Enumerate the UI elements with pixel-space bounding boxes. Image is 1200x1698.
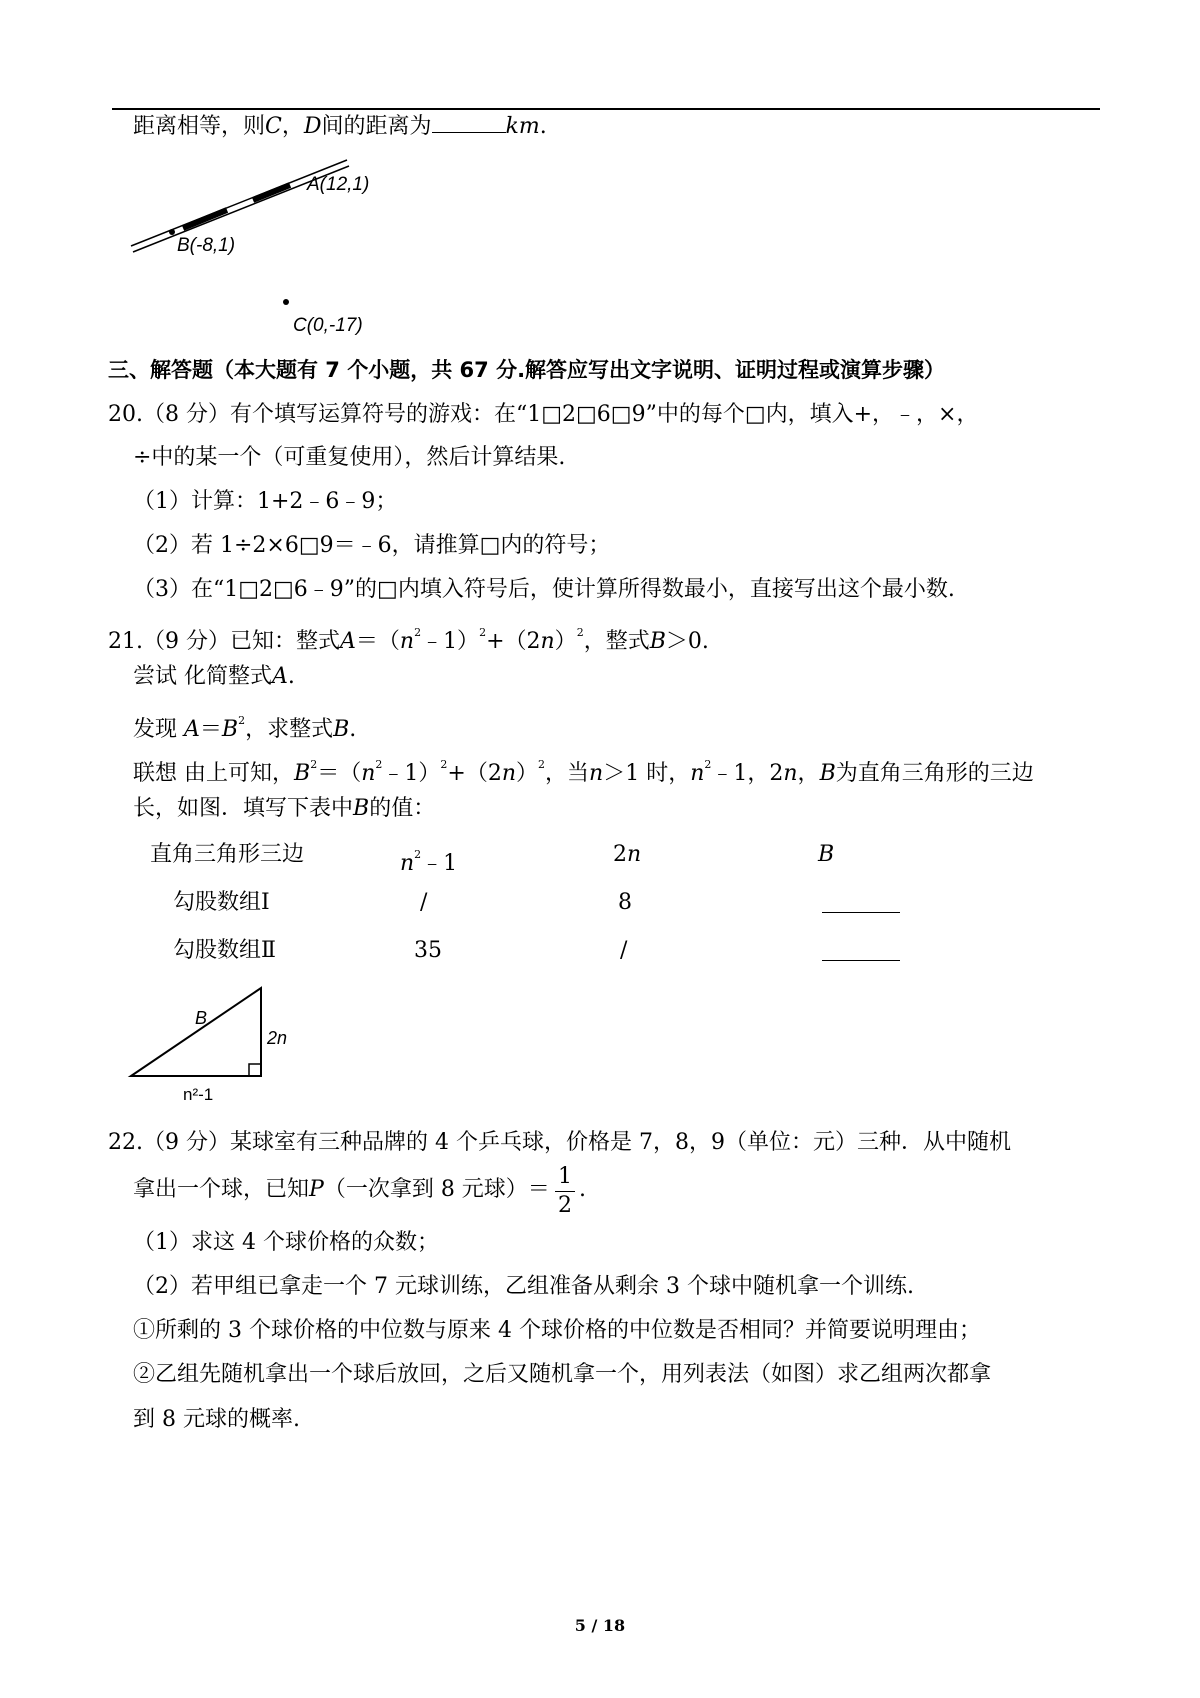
- q21-line1: 21.（9 分）已知：整式$A=(n^2﹣1)^2+(2n)^2$，整式B＞0.: [108, 626, 709, 654]
- q21-assoc: 联想 由上可知，$B^2=(n^2﹣1)^2+(2n)^2$，当n＞1 时，$n^2﹣1$，2n，B为直角三角形的三边: [133, 758, 1034, 786]
- table-row-1-c2: 8: [618, 890, 632, 915]
- point-c: [283, 299, 289, 305]
- triangle-figure: [125, 982, 315, 1107]
- table-row-1-blank: [822, 912, 900, 913]
- q20-line1: 20.（8 分）有个填写运算符号的游戏：在“1□2□6□9”中的每个□内，填入+，﹣，×，: [108, 402, 979, 427]
- q22-sub2-line1: ②乙组先随机拿出一个球后放回，之后又随机拿一个，用列表法（如图）求乙组两次都拿: [133, 1362, 992, 1387]
- q20-part2: （2）若 1÷2×6□9＝﹣6，请推算□内的符号；: [133, 533, 611, 558]
- label-base: n²-1: [183, 1085, 214, 1104]
- header-rule: [112, 108, 1100, 110]
- q22-part2: （2）若甲组已拿走一个 7 元球训练，乙组准备从剩余 3 个球中随机拿一个训练.: [133, 1274, 914, 1299]
- label-a: A(12,1): [307, 174, 370, 195]
- label-b: B(-8,1): [177, 235, 236, 256]
- label-hyp: B: [195, 1008, 208, 1028]
- q21-try: 尝试 化简整式A.: [133, 664, 295, 689]
- label-leg: 2n: [267, 1028, 288, 1048]
- q21-find: 发现 $A=B^2$，求整式B.: [133, 714, 357, 742]
- q20-part1: （1）计算：1+2﹣6﹣9；: [133, 489, 398, 514]
- q21-assoc-line2: 长，如图．填写下表中B的值：: [133, 796, 436, 821]
- road-bar-1: [183, 210, 227, 228]
- q19-tail: 距离相等，则C，D间的距离为 km.: [133, 114, 547, 139]
- q20-part3: （3）在“1□2□6﹣9”的□内填入符号后，使计算所得数最小，直接写出这个最小数.: [133, 577, 955, 602]
- table-row-1-c1: /: [420, 890, 428, 915]
- q22-part1: （1）求这 4 个球价格的众数；: [133, 1230, 439, 1255]
- table-header-n2-1: $n^2﹣1$: [400, 848, 458, 876]
- road-line-upper: [131, 160, 347, 246]
- q22-line2: 拿出一个球，已知P（一次拿到 8 元球）＝: [133, 1177, 550, 1202]
- page-number: 5 / 18: [574, 1616, 626, 1635]
- table-header-b: B: [818, 842, 835, 867]
- q22-line1: 22.（9 分）某球室有三种品牌的 4 个乒乓球，价格是 7，8，9（单位：元）三种．从中随机: [108, 1130, 1011, 1155]
- q22-line2-end: .: [579, 1177, 586, 1202]
- point-b: [169, 229, 175, 235]
- right-angle-mark: [249, 1064, 261, 1076]
- q20-line2: ÷中的某一个（可重复使用），然后计算结果.: [133, 445, 566, 470]
- road-figure: [125, 150, 405, 340]
- triangle-shape: [131, 988, 261, 1076]
- label-c: C(0,-17): [293, 315, 363, 336]
- table-row-2-c2: /: [620, 938, 628, 963]
- answer-blank: [432, 132, 506, 133]
- table-header-label: 直角三角形三边: [150, 842, 305, 867]
- probability-fraction: 1 2: [553, 1164, 577, 1219]
- q22-sub2-line2: 到 8 元球的概率.: [133, 1407, 300, 1432]
- section-heading: 三、解答题（本大题有 7 个小题，共 67 分.解答应写出文字说明、证明过程或演算步骤）: [108, 358, 946, 382]
- table-row-1-label: 勾股数组Ⅰ: [173, 890, 270, 915]
- table-header-2n: 2n: [613, 842, 642, 867]
- table-row-2-label: 勾股数组Ⅱ: [173, 938, 276, 963]
- table-row-2-blank: [822, 960, 900, 961]
- table-row-2-c1: 35: [414, 938, 442, 963]
- q22-sub1: ①所剩的 3 个球价格的中位数与原来 4 个球价格的中位数是否相同？并简要说明理由；: [133, 1318, 981, 1343]
